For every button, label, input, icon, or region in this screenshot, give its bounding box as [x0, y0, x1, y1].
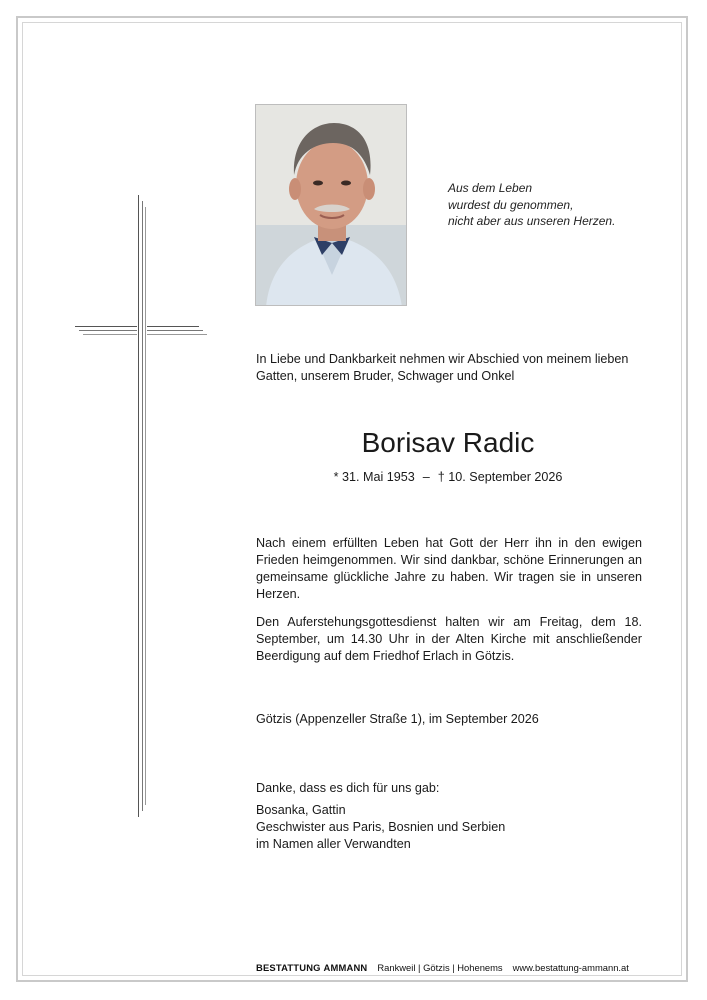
mourners-list [256, 797, 642, 853]
thanks-line: Danke, dass es dich für uns gab: [256, 781, 440, 795]
intro-text: In Liebe und Dankbarkeit nehmen wir Abschied von meinem lieben Gatten, unserem Bruder, Schwager und Onkel [256, 352, 629, 383]
mourner-line: Geschwister aus Paris, Bosnien und Serbien [256, 820, 506, 834]
place-and-date: Götzis (Appenzeller Straße 1), im September 2026 [256, 712, 539, 726]
birth-date: * 31. Mai 1953 [333, 470, 415, 484]
footer [256, 962, 629, 974]
quote-line: wurdest du genommen, [448, 197, 574, 212]
footer-locations: Rankweil | Götzis | Hohenems [377, 962, 503, 973]
mourner-line: im Namen aller Verwandten [256, 837, 411, 851]
body-paragraph: Nach einem erfüllten Leben hat Gott der Herr ihn in den ewigen Frieden heimgenommen. Wir sind dankbar, schöne Erinnerungen an gemeinsame glückliche Jahre zu haben. Wir tragen sie in unseren Herzen. [256, 536, 642, 601]
mourner-line: Bosanka, Gattin [256, 803, 346, 817]
quote-line: Aus dem Leben [448, 181, 533, 195]
memorial-quote [448, 180, 648, 230]
deceased-name: Borisav Radic [361, 427, 535, 458]
footer-brand: BESTATTUNG AMMANN [256, 962, 368, 973]
life-dates [256, 469, 640, 486]
funeral-details-paragraph: Den Auferstehungsgottesdienst halten wir am Freitag, dem 18. September, um 14.30 Uhr in der Alten Kirche mit anschließender Beerdigung auf dem Friedhof Erlach in Götzis. [256, 615, 642, 663]
death-date: † 10. September 2026 [437, 470, 563, 484]
date-separator: – [422, 470, 430, 484]
footer-website[interactable]: www.bestattung-ammann.at [512, 962, 629, 973]
portrait-photo [255, 104, 407, 306]
quote-line: nicht aber aus unseren Herzen. [448, 214, 616, 228]
